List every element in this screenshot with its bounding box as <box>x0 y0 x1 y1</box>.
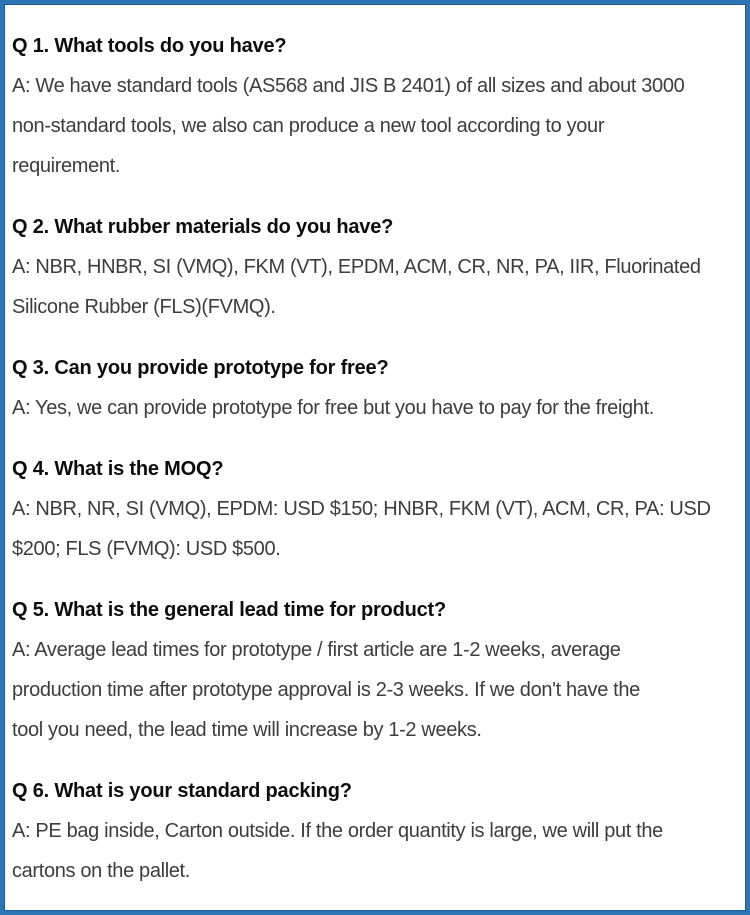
faq-answer-line: A: PE bag inside, Carton outside. If the order quantity is large, we will put the <box>12 820 663 842</box>
faq-answer-line: non-standard tools, we also can produce a new tool according to your <box>12 115 605 137</box>
faq-answer-line: Silicone Rubber (FLS)(FVMQ). <box>12 296 276 318</box>
faq-question: Q 6. What is your standard packing? <box>12 780 352 802</box>
faq-answer-line: A: We have standard tools (AS568 and JIS B 2401) of all sizes and about 3000 <box>12 75 685 97</box>
faq-item-5 <box>12 590 738 750</box>
faq-item-1 <box>12 26 738 186</box>
faq-question: Q 2. What rubber materials do you have? <box>12 216 394 238</box>
faq-question: Q 5. What is the general lead time for product? <box>12 599 446 621</box>
faq-item-4 <box>12 449 738 569</box>
faq-answer-line: requirement. <box>12 155 121 177</box>
faq-answer-line: A: NBR, HNBR, SI (VMQ), FKM (VT), EPDM, ACM, CR, NR, PA, IIR, Fluorinated <box>12 256 701 278</box>
faq-item-6 <box>12 771 738 891</box>
faq-answer-line: A: NBR, NR, SI (VMQ), EPDM: USD $150; HNBR, FKM (VT), ACM, CR, PA: USD <box>12 498 711 520</box>
faq-answer-line: cartons on the pallet. <box>12 860 190 882</box>
faq-item-3 <box>12 348 738 428</box>
faq-question: Q 3. Can you provide prototype for free? <box>12 357 389 379</box>
faq-item-2 <box>12 207 738 327</box>
faq-answer-line: A: Yes, we can provide prototype for free but you have to pay for the freight. <box>12 397 654 419</box>
faq-answer-line: tool you need, the lead time will increase by 1-2 weeks. <box>12 719 482 741</box>
faq-question: Q 1. What tools do you have? <box>12 35 287 57</box>
faq-question: Q 4. What is the MOQ? <box>12 458 224 480</box>
faq-answer-line: production time after prototype approval is 2-3 weeks. If we don't have the <box>12 679 640 701</box>
faq-answer-line: A: Average lead times for prototype / first article are 1-2 weeks, average <box>12 639 621 661</box>
faq-answer-line: $200; FLS (FVMQ): USD $500. <box>12 538 281 560</box>
